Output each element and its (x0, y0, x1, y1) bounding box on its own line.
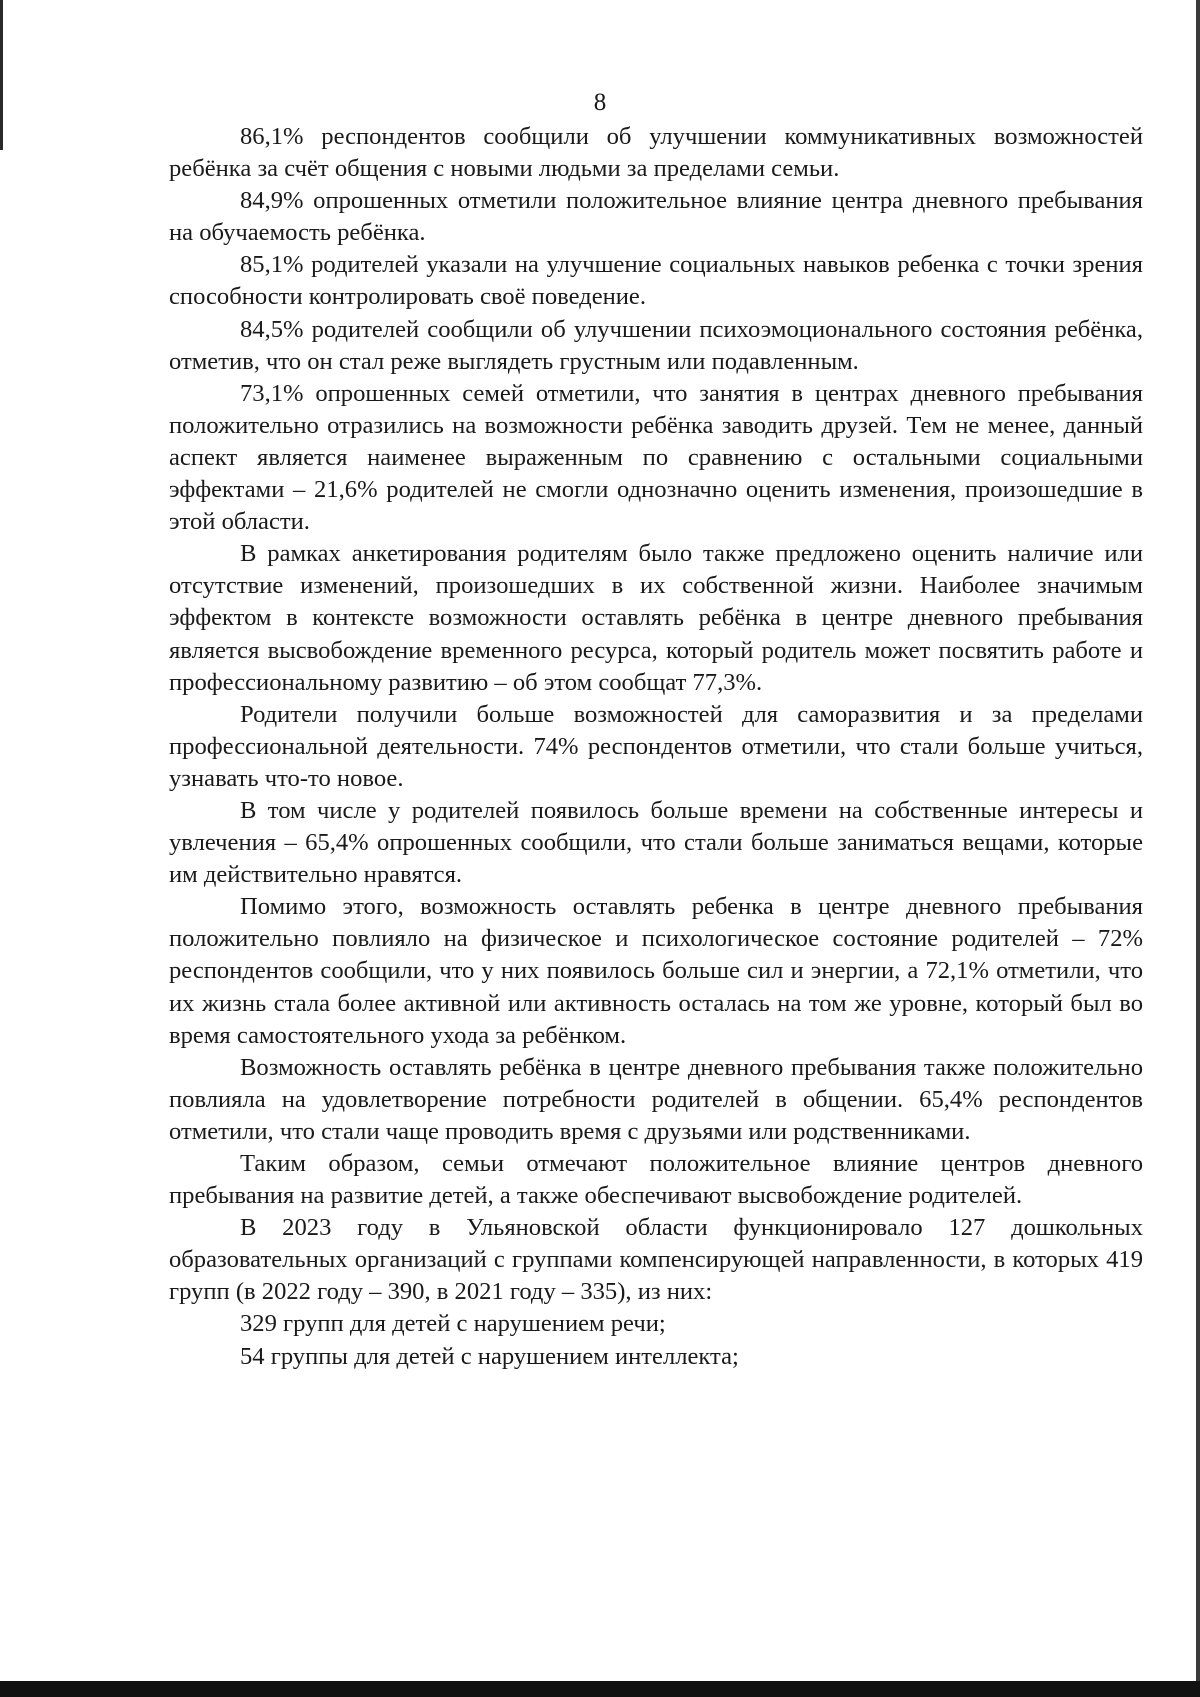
scan-edge-right (1196, 0, 1200, 1697)
list-item-speech: 329 групп для детей с нарушением речи; (240, 1310, 666, 1338)
page-number: 8 (593, 89, 607, 116)
paragraph-4: 84,5% родителей сообщили об улучшении психоэмоционального состояния ребёнка, отметив, что он стал реже выглядеть грустным или подавленным. (169, 315, 1143, 375)
list-item-intellect: 54 группы для детей с нарушением интеллекта; (240, 1342, 739, 1370)
paragraph-7: Родители получили больше возможностей для саморазвития и за пределами профессиональной деятельности. 74% респондентов отметили, что стали больше учиться, узнавать что-то новое. (169, 700, 1143, 792)
paragraph-5: 73,1% опрошенных семей отметили, что занятия в центрах дневного пребывания положительно отразились на возможности ребёнка заводить друзей. Тем не менее, данный аспект является наименее выраженным по сравнению с остальными социальными эффектами – 21,6% родителей не смогли однозначно оценить изменения, произошедшие в этой области. (169, 379, 1143, 536)
scan-edge-left (0, 0, 3, 150)
paragraph-12: В 2023 году в Ульяновской области функционировало 127 дошкольных образовательных организаций с группами компенсирующей направленности, в которых 419 групп (в 2022 году – 390, в 2021 году – 335), из них: (169, 1214, 1143, 1306)
paragraph-3: 85,1% родителей указали на улучшение социальных навыков ребенка с точки зрения способности контролировать своё поведение. (169, 251, 1143, 311)
paragraph-9: Помимо этого, возможность оставлять ребенка в центре дневного пребывания положительно повлияло на физическое и психологическое состояние родителей – 72% респондентов сообщили, что у них появилось больше сил и энергии, а 72,1% отметили, что их жизнь стала более активной или активность осталась на том же уровне, который был во время самостоятельного ухода за ребёнком. (169, 893, 1143, 1049)
paragraph-6: В рамках анкетирования родителям было также предложено оценить наличие или отсутствие изменений, произошедших в их собственной жизни. Наиболее значимым эффектом в контексте возможности оставлять ребёнка в центре дневного пребывания является высвобождение временного ресурса, который родитель может посвятить работе и профессиональному развитию – об этом сообщат 77,3%. (169, 540, 1143, 696)
paragraph-2: 84,9% опрошенных отметили положительное влияние центра дневного пребывания на обучаемость ребёнка. (169, 187, 1143, 247)
paragraph-8: В том числе у родителей появилось больше времени на собственные интересы и увлечения – 65,4% опрошенных сообщили, что стали больше заниматься вещами, которые им действительно нравятся. (169, 796, 1143, 889)
paragraph-11: Таким образом, семьи отмечают положительное влияние центров дневного пребывания на развитие детей, а также обеспечивают высвобождение родителей. (169, 1150, 1143, 1210)
document-body (169, 121, 1143, 1373)
scan-bottom-bar (0, 1681, 1200, 1697)
paragraph-10: Возможность оставлять ребёнка в центре дневного пребывания также положительно повлияла на удовлетворение потребности родителей в общении. 65,4% респондентов отметили, что стали чаще проводить время с друзьями или родственниками. (169, 1053, 1143, 1145)
paragraph-1: 86,1% респондентов сообщили об улучшении коммуникативных возможностей ребёнка за счёт общения с новыми людьми за пределами семьи. (169, 123, 1143, 183)
